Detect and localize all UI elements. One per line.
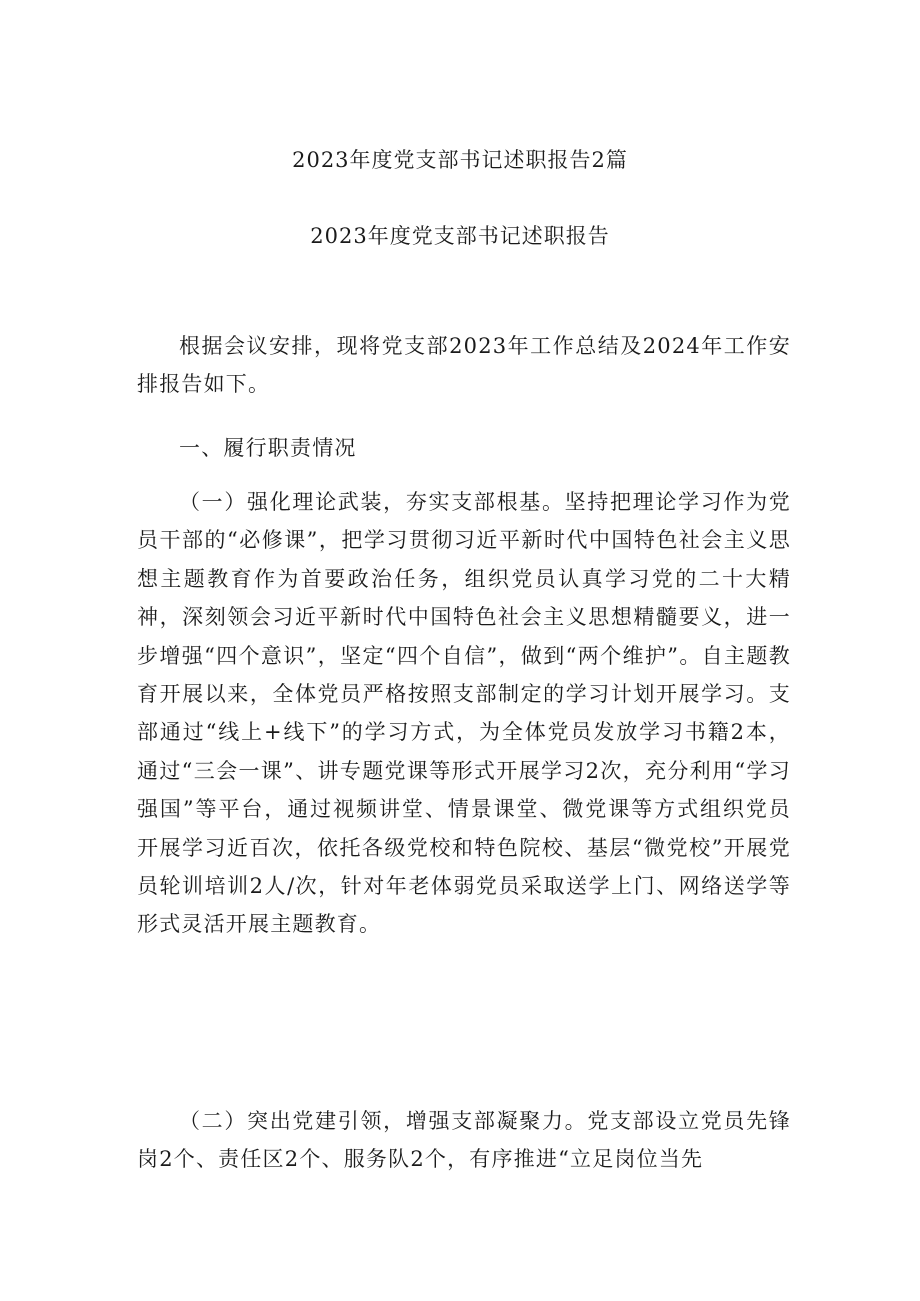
report-subtitle: 2023年度党支部书记述职报告 <box>310 224 610 248</box>
intro-paragraph: 根据会议安排，现将党支部2023年工作总结及2024年工作安排报告如下。 <box>137 334 791 397</box>
section-heading: 一、履行职责情况 <box>179 436 357 460</box>
body-paragraph-1: （一）强化理论武装，夯实支部根基。坚持把理论学习作为党员干部的“必修课”，把学习贯彻习近平新时代中国特色社会主义思想主题教育作为首要政治任务，组织党员认真学习党的二十大精神，深刻领会习近平新时代中国特色社会主义思想精髓要义，进一步增强“四个意识”，坚定“四个自信”，做到“两个维护”。自主题教育开展以来，全体党员严格按照支部制定的学习计划开展学习。支部通过“线上+线下”的学习方式，为全体党员发放学习书籍2本，通过“三会一课”、讲专题党课等形式开展学习2次，充分利用“学习强国”等平台，通过视频讲堂、情景课堂、微党课等方式组织党员开展学习近百次，依托各级党校和特色院校、基层“微党校”开展党员轮训培训2人/次，针对年老体弱党员采取送学上门、网络送学等形式灵活开展主题教育。 <box>137 490 791 937</box>
document-title: 2023年度党支部书记述职报告2篇 <box>292 148 628 172</box>
body-paragraph-2: （二）突出党建引领，增强支部凝聚力。党支部设立党员先锋岗2个、责任区2个、服务队2个，有序推进“立足岗位当先 <box>137 1109 791 1172</box>
